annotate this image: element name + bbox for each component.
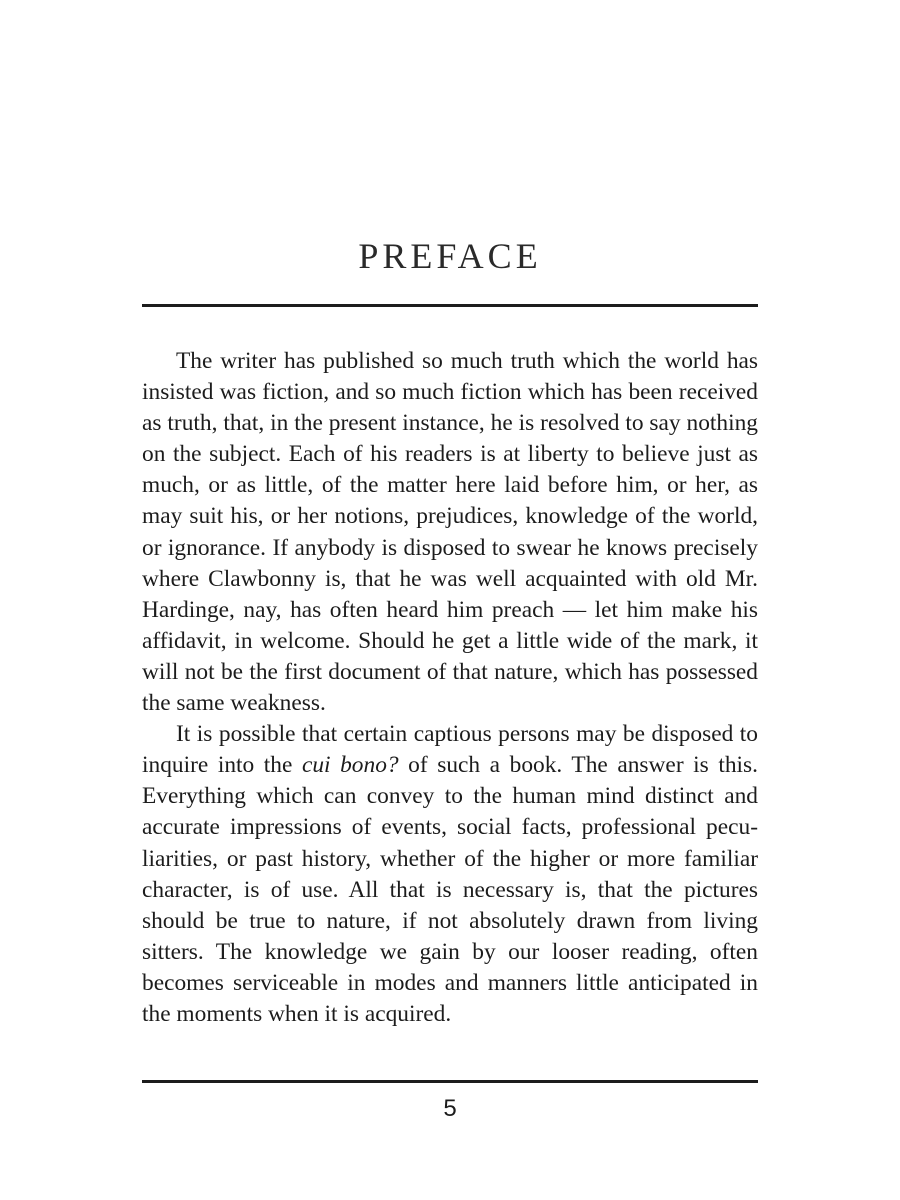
top-divider (142, 304, 758, 307)
preface-body (142, 346, 758, 1030)
paragraph-1: The writer has published so much truth which the world has insisted was fiction, and so much fiction which has been received as truth, that, in the present instance, he is resolved to say nothing on the subject. Each of his readers is at liberty to believe just as much, or as little, of the matter here laid before him, or her, as may suit his, or her notions, prejudices, knowledge of the world, or ignorance. If anybody is disposed to swear he knows precisely where Clawbonny is, that he was well acquainted with old Mr. Hardinge, nay, has often heard him preach — let him make his affidavit, in welcome. Should he get a little wide of the mark, it will not be the first document of that nature, which has possessed the same weakness. (142, 348, 758, 717)
paragraph-2-rest: of such a book. The answer is this. Everything which can convey to the human mind distinct and accurate impressions of events, social facts, professional peculiarities, or past history, whether of the higher or more familiar character, is of use. All that is necessary is, that the pictures should be true to nature, if not absolutely drawn from living sitters. The knowledge we gain by our looser reading, often becomes serviceable in modes and manners little anticipated in the moments when it is acquired. (142, 752, 758, 1027)
paragraph-2-lead: It is possible that certain captious persons may be disposed to inquire into the (142, 721, 758, 779)
paragraph-2 (142, 719, 758, 1030)
bottom-divider (142, 1080, 758, 1083)
paragraph-2-italic-phrase: cui bono? (301, 752, 399, 779)
page-title: PREFACE (358, 236, 542, 276)
page-number: 5 (443, 1095, 457, 1122)
